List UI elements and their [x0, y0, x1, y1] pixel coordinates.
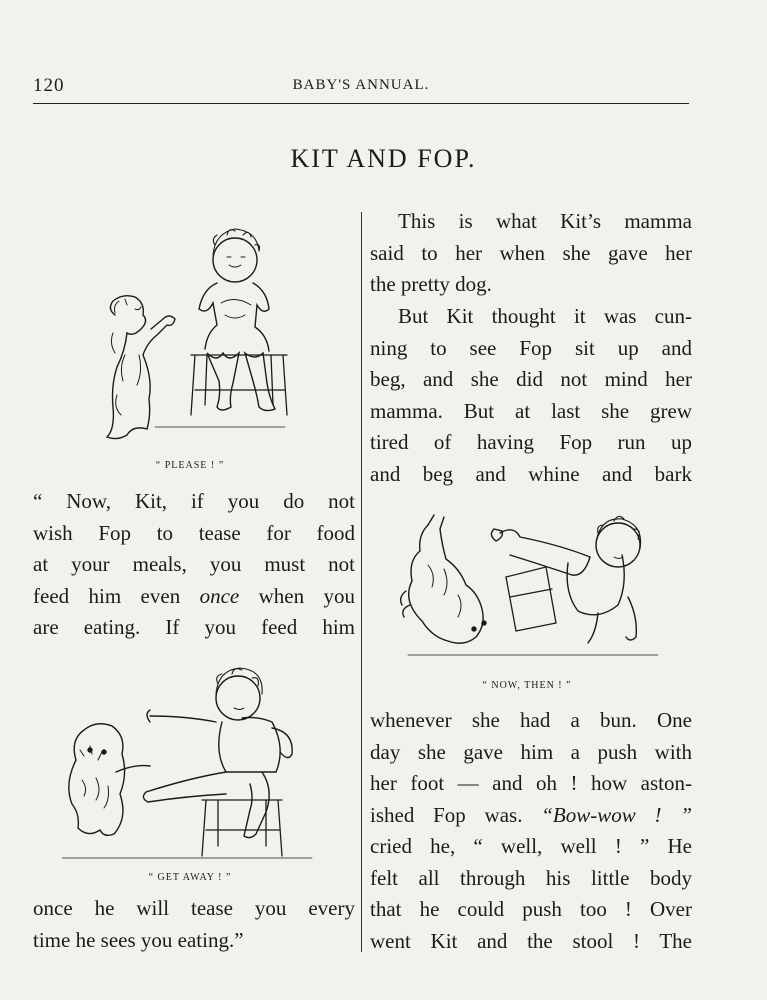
right-paragraph-2 [370, 301, 692, 490]
left-paragraph-2 [33, 893, 355, 956]
column-divider [361, 212, 362, 952]
text-line: But Kit thought it was cun- [398, 304, 692, 328]
right-paragraph-1 [370, 206, 692, 301]
text-line: day she gave him a push with [370, 739, 692, 764]
emphasis-text: once [199, 583, 240, 608]
text-line: went Kit and the stool ! The [370, 928, 692, 953]
text-line [33, 581, 355, 613]
text-line: wish Fop to tease for food [33, 520, 355, 545]
text-line: the pretty dog. [370, 272, 492, 296]
running-header [33, 75, 689, 99]
text-run: feed him even [33, 583, 200, 608]
text-line: mamma. But at last she grew [370, 398, 692, 423]
text-line: beg, and she did not mind her [370, 367, 692, 391]
running-head: BABY'S ANNUAL. [292, 77, 430, 93]
header-rule [33, 103, 689, 104]
illustration-caption-please: “ PLEASE ! ” [155, 460, 225, 471]
text-line: once he will tease you every [33, 896, 355, 920]
right-paragraph-3 [370, 705, 692, 957]
page-number: 120 [33, 75, 65, 96]
text-line: felt all through his little body [370, 865, 692, 890]
page-title: KIT AND FOP. [290, 144, 477, 173]
illustration-now-then [388, 505, 663, 675]
text-line: “ Now, Kit, if you do not [33, 489, 355, 513]
text-line: and beg and whine and bark [370, 461, 692, 486]
illustration-please [95, 205, 300, 455]
text-line: at your meals, you must not [33, 552, 355, 576]
text-line: time he sees you eating.” [33, 927, 244, 952]
text-line: tired of having Fop run up [370, 430, 692, 454]
illustration-get-away [62, 650, 322, 868]
text-line: are eating. If you feed him [33, 615, 355, 639]
text-run: when you [239, 583, 355, 608]
text-line: her foot — and oh ! how aston- [370, 771, 692, 795]
illustration-caption-now-then: “ NOW, THEN ! ” [482, 680, 572, 691]
text-line: said to her when she gave her [370, 240, 692, 265]
emphasis-text: “Bow-wow ! ” [541, 802, 692, 827]
text-line: ning to see Fop sit up and [370, 335, 692, 360]
text-run: ished Fop was. [370, 802, 542, 827]
text-line: cried he, “ well, well ! ” He [370, 834, 692, 858]
text-line: whenever she had a bun. One [370, 708, 692, 732]
illustration-caption-get-away: “ GET AWAY ! ” [148, 872, 232, 883]
left-paragraph-1 [33, 486, 355, 644]
text-line: This is what Kit’s mamma [398, 209, 692, 233]
text-line [370, 800, 692, 832]
text-line: that he could push too ! Over [370, 897, 692, 921]
